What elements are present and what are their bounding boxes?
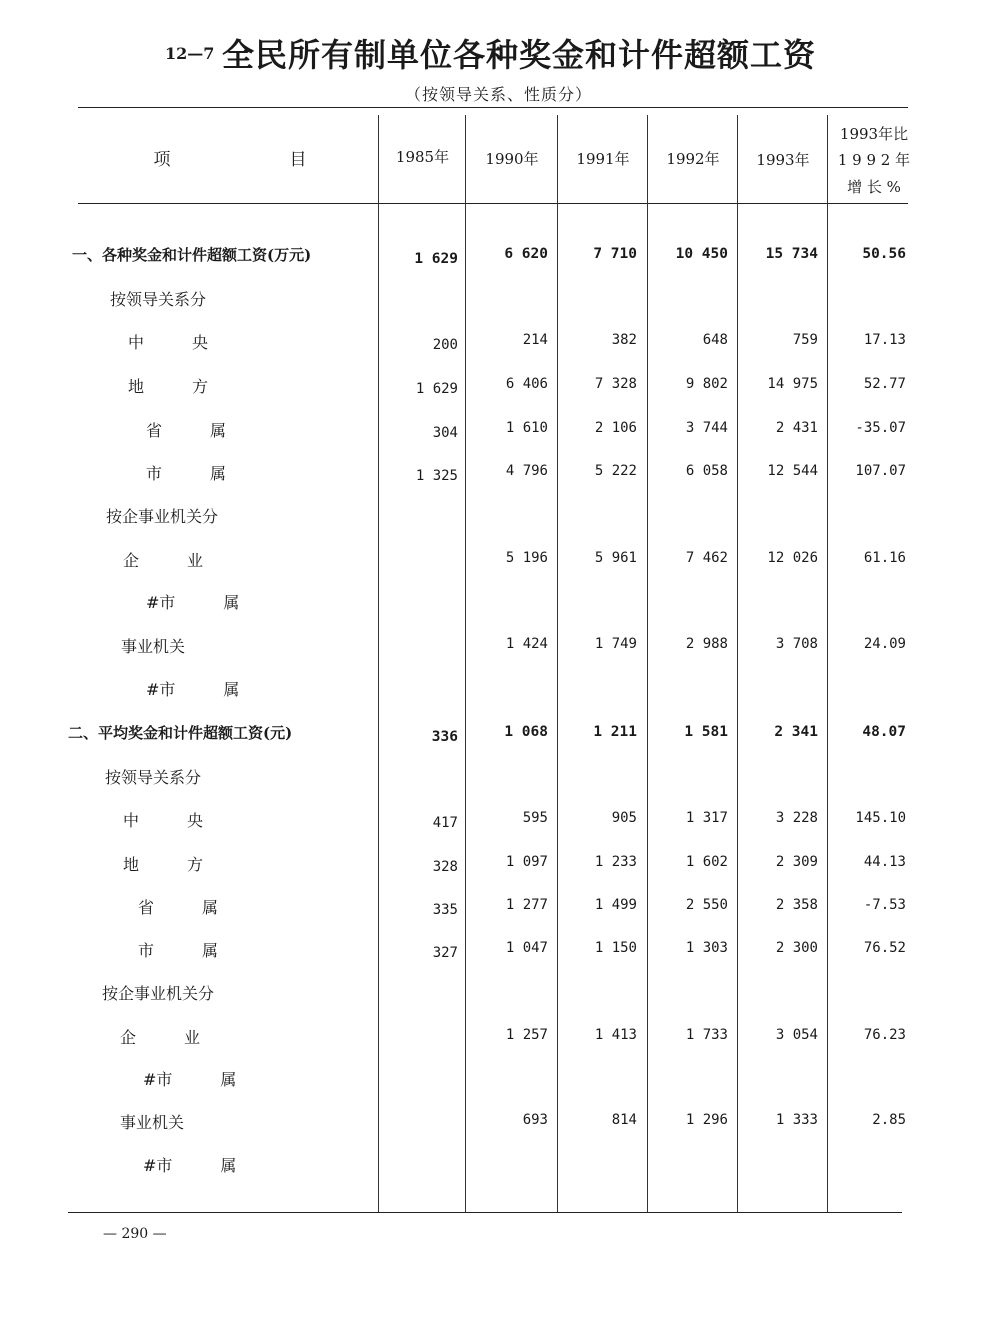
table-cell: 50.56: [862, 246, 906, 262]
table-cell: 1 424: [505, 636, 548, 652]
table-cell: 52.77: [863, 376, 906, 392]
table-cell: 61.16: [863, 550, 906, 566]
header-bottom-rule: [78, 203, 908, 204]
row-label: 省 属: [146, 421, 227, 440]
table-cell: 3 054: [775, 1027, 818, 1043]
row-label: 中 央: [128, 333, 209, 352]
table-cell: 24.09: [863, 636, 906, 652]
table-cell: 1 068: [504, 724, 548, 740]
table-cell: 2.85: [872, 1112, 906, 1128]
row-label: #市 属: [146, 593, 240, 612]
table-cell: 200: [432, 337, 458, 353]
table-cell: 5 961: [594, 550, 637, 566]
table-cell: 6 406: [505, 376, 548, 392]
column-header-growth-line3: 增 长 %: [847, 178, 901, 196]
column-divider: [557, 115, 558, 1212]
table-cell: 1 733: [685, 1027, 728, 1043]
row-label: #市 属: [143, 1156, 237, 1175]
table-cell: 1 602: [685, 854, 728, 870]
table-cell: -7.53: [863, 897, 906, 913]
table-cell: 335: [432, 902, 458, 918]
table-cell: 1 317: [685, 810, 728, 826]
page-subtitle: （按领导关系、性质分）: [405, 85, 593, 104]
table-cell: 2 309: [775, 854, 818, 870]
column-header-1985: 1985年: [395, 148, 450, 166]
column-header-growth-line1: 1993年比: [839, 125, 909, 143]
table-cell: 1 296: [685, 1112, 728, 1128]
table-bottom-rule: [68, 1212, 902, 1213]
row-label: 按领导关系分: [105, 768, 202, 787]
row-label: 事业机关: [120, 1113, 185, 1132]
table-cell: 1 303: [685, 940, 728, 956]
table-cell: 759: [792, 332, 818, 348]
row-label: 事业机关: [121, 637, 186, 656]
row-label: #市 属: [146, 680, 240, 699]
row-label: 市 属: [146, 464, 227, 483]
table-cell: 2 988: [685, 636, 728, 652]
table-cell: 3 708: [775, 636, 818, 652]
table-cell: 1 047: [505, 940, 548, 956]
table-cell: 1 413: [594, 1027, 637, 1043]
column-header-growth-line2: 1 9 9 2 年: [837, 151, 911, 169]
row-label: 市 属: [138, 941, 219, 960]
table-cell: 382: [611, 332, 637, 348]
table-cell: 1 610: [505, 420, 548, 436]
table-cell: 2 550: [685, 897, 728, 913]
table-cell: 1 257: [505, 1027, 548, 1043]
row-label: 企 业: [120, 1028, 201, 1047]
table-cell: 693: [522, 1112, 548, 1128]
table-cell: 2 300: [775, 940, 818, 956]
table-cell: 336: [431, 729, 458, 745]
table-cell: 7 710: [593, 246, 637, 262]
table-cell: 1 097: [505, 854, 548, 870]
table-cell: 1 277: [505, 897, 548, 913]
row-label: 中 央: [123, 811, 204, 830]
row-label: #市 属: [143, 1070, 237, 1089]
table-number: 12—7: [165, 44, 215, 63]
column-header-1993: 1993年: [756, 151, 810, 169]
table-cell: 1 629: [415, 381, 458, 397]
table-cell: 3 744: [685, 420, 728, 436]
table-cell: 304: [432, 425, 458, 441]
table-cell: -35.07: [855, 420, 906, 436]
table-cell: 15 734: [765, 246, 818, 262]
table-cell: 327: [432, 945, 458, 961]
column-header-1992: 1992年: [666, 150, 720, 168]
table-cell: 1 581: [684, 724, 728, 740]
table-cell: 12 544: [767, 463, 818, 479]
column-divider: [827, 115, 828, 1212]
table-cell: 814: [611, 1112, 637, 1128]
table-cell: 10 450: [675, 246, 728, 262]
table-cell: 328: [432, 859, 458, 875]
table-top-rule: [78, 107, 908, 108]
row-label: 地 方: [123, 855, 204, 874]
table-cell: 2 341: [774, 724, 818, 740]
table-cell: 9 802: [685, 376, 728, 392]
table-cell: 648: [702, 332, 728, 348]
table-cell: 1 150: [594, 940, 637, 956]
column-divider: [737, 115, 738, 1212]
column-divider: [465, 115, 466, 1212]
row-label: 企 业: [123, 551, 204, 570]
column-divider: [647, 115, 648, 1212]
row-label: 按领导关系分: [110, 290, 207, 309]
table-cell: 5 196: [505, 550, 548, 566]
row-label: 一、各种奖金和计件超额工资(万元): [72, 246, 312, 264]
row-label: 二、平均奖金和计件超额工资(元): [68, 724, 293, 742]
page-title: 全民所有制单位各种奖金和计件超额工资: [222, 36, 817, 74]
row-label: 按企事业机关分: [106, 507, 219, 526]
column-header-1991: 1991年: [576, 150, 630, 168]
table-cell: 48.07: [862, 724, 906, 740]
table-cell: 1 749: [594, 636, 637, 652]
table-cell: 1 499: [594, 897, 637, 913]
table-cell: 417: [432, 815, 458, 831]
table-cell: 12 026: [767, 550, 818, 566]
table-cell: 5 222: [594, 463, 637, 479]
column-header-1990: 1990年: [485, 150, 539, 168]
table-cell: 17.13: [863, 332, 906, 348]
table-cell: 905: [611, 810, 637, 826]
row-label: 省 属: [138, 898, 219, 917]
table-cell: 7 462: [685, 550, 728, 566]
table-cell: 214: [522, 332, 548, 348]
table-cell: 2 431: [775, 420, 818, 436]
table-cell: 76.52: [863, 940, 906, 956]
column-header-item: 项 目: [153, 150, 307, 170]
page-number: — 290 —: [103, 1226, 167, 1242]
table-cell: 1 233: [594, 854, 637, 870]
column-divider: [378, 115, 379, 1212]
table-cell: 1 333: [775, 1112, 818, 1128]
table-cell: 76.23: [863, 1027, 906, 1043]
table-cell: 1 211: [593, 724, 637, 740]
table-cell: 4 796: [505, 463, 548, 479]
row-label: 按企事业机关分: [102, 984, 215, 1003]
table-cell: 145.10: [855, 810, 906, 826]
table-cell: 595: [522, 810, 548, 826]
table-cell: 6 058: [685, 463, 728, 479]
table-cell: 1 629: [414, 251, 458, 267]
table-cell: 1 325: [415, 468, 458, 484]
table-cell: 6 620: [504, 246, 548, 262]
table-cell: 7 328: [594, 376, 637, 392]
row-label: 地 方: [128, 377, 209, 396]
table-cell: 14 975: [767, 376, 818, 392]
table-cell: 2 358: [775, 897, 818, 913]
table-cell: 44.13: [863, 854, 906, 870]
table-cell: 2 106: [594, 420, 637, 436]
table-cell: 3 228: [775, 810, 818, 826]
table-cell: 107.07: [855, 463, 906, 479]
